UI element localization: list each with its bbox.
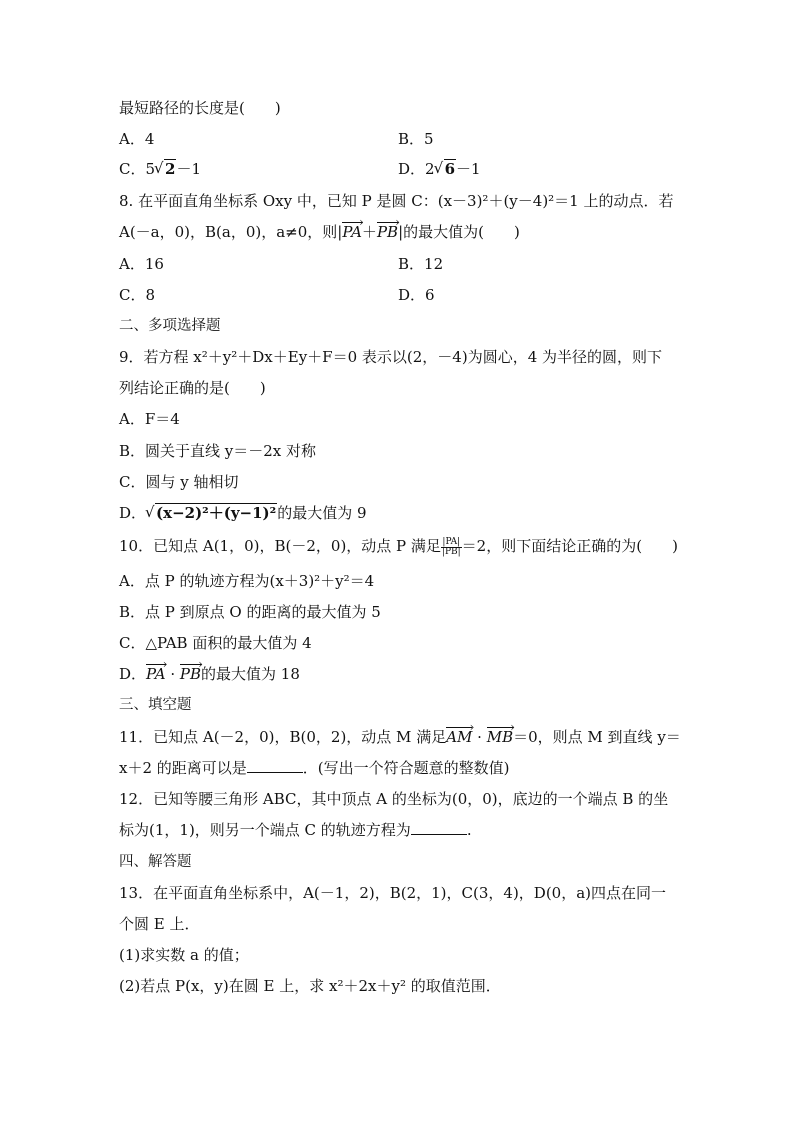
q9-stem-2: 列结论正确的是( ) <box>119 379 266 397</box>
q12-line2-suffix: . <box>466 821 472 839</box>
q8-option-a: A．16 <box>119 255 164 273</box>
q7d-sqrt <box>435 158 456 180</box>
q10-suffix: ＝2，则下面结论正确的为( ) <box>461 537 678 555</box>
q8-stem-2b: |的最大值为( ) <box>398 223 520 241</box>
q9d-prefix: D． <box>119 504 147 522</box>
q9d-radicand: (x−2)²＋(y−1)² <box>156 504 277 522</box>
q10-fraction <box>441 538 462 557</box>
q12-answer-blank <box>411 820 467 835</box>
q8-stem-2 <box>119 221 520 243</box>
vector-am: › AM <box>446 726 472 748</box>
q11-answer-blank <box>247 758 303 773</box>
q7-option-b: B．5 <box>398 130 434 148</box>
q7-option-a: A．4 <box>119 130 155 148</box>
vector-pb-2: › PB <box>180 663 201 685</box>
q11-suffix: ＝0，则点 M 到直线 y＝ <box>513 728 681 746</box>
q9-option-b: B．圆关于直线 y＝－2x 对称 <box>119 442 317 460</box>
q8-option-c: C．8 <box>119 286 156 304</box>
q9-option-d <box>119 502 367 524</box>
vector-mb: › MB <box>487 726 513 748</box>
q11-stem-1 <box>119 726 681 748</box>
vector-pa-2: › PA <box>146 663 166 685</box>
q9d-sqrt <box>146 502 277 524</box>
q13-stem-1: 13．在平面直角坐标系中，A(－1，2)，B(2，1)，C(3，4)，D(0，a)四点在同一 <box>119 884 667 902</box>
q10d-suffix: 的最大值为 18 <box>201 665 300 683</box>
q7-option-d <box>398 158 481 180</box>
q10d-dot: · <box>165 665 180 683</box>
q7d-suffix: －1 <box>456 160 481 178</box>
q10-denominator: |PB| <box>441 546 461 557</box>
q7c-prefix: C．5 <box>119 160 156 178</box>
q10-stem <box>119 535 678 557</box>
section-heading-multiple-choice: 二、多项选择题 <box>119 318 221 334</box>
q9-option-c: C．圆与 y 轴相切 <box>119 473 239 491</box>
q10-option-d <box>119 663 300 685</box>
q13-part-2: (2)若点 P(x，y)在圆 E 上，求 x²＋2x＋y² 的取值范围． <box>119 977 501 995</box>
q8-option-b: B．12 <box>398 255 444 273</box>
q10-prefix: 10．已知点 A(1，0)，B(－2，0)，动点 P 满足 <box>119 537 441 555</box>
q7-option-c <box>119 158 201 180</box>
q7-stem-end: 最短路径的长度是( ) <box>119 99 281 117</box>
q9-stem-1: 9．若方程 x²＋y²＋Dx＋Ey＋F＝0 表示以(2，－4)为圆心，4 为半径的圆，则下 <box>119 348 663 366</box>
q12-stem-2 <box>119 819 472 841</box>
section-heading-solutions: 四、解答题 <box>119 854 192 870</box>
q9d-suffix: 的最大值为 9 <box>277 504 367 522</box>
q10-option-a: A．点 P 的轨迹方程为(x＋3)²＋y²＝4 <box>119 572 375 590</box>
q8-stem-1: 8. 在平面直角坐标系 Oxy 中，已知 P 是圆 C：(x－3)²＋(y－4)²＝1 上的动点．若 <box>119 192 674 210</box>
q8-option-d: D．6 <box>398 286 435 304</box>
q7c-suffix: －1 <box>176 160 202 178</box>
q13-part-1: (1)求实数 a 的值； <box>119 946 249 964</box>
q11-stem-2 <box>119 757 510 779</box>
q11-prefix: 11．已知点 A(－2，0)，B(0，2)，动点 M 满足 <box>119 728 447 746</box>
q11-dot: · <box>472 728 487 746</box>
q10-numerator: |PA| <box>442 536 461 547</box>
vector-pb: › PB <box>377 221 398 243</box>
q7c-radicand: 2 <box>165 160 176 178</box>
q10-option-c: C．△PAB 面积的最大值为 4 <box>119 634 312 652</box>
q12-line2-prefix: 标为(1，1)，则另一个端点 C 的轨迹方程为 <box>119 821 411 839</box>
q11-line2-suffix: ．(写出一个符合题意的整数值) <box>302 759 510 777</box>
q12-stem-1: 12．已知等腰三角形 ABC，其中顶点 A 的坐标为(0，0)，底边的一个端点 B 的坐 <box>119 790 669 808</box>
q10d-prefix: D． <box>119 665 147 683</box>
q7d-prefix: D．2 <box>398 160 435 178</box>
q13-stem-2: 个圆 E 上． <box>119 915 200 933</box>
section-heading-fill-in: 三、填空题 <box>119 697 192 713</box>
vector-pa: › PA <box>342 221 362 243</box>
q8-plus: ＋ <box>361 223 377 241</box>
q7c-sqrt <box>155 158 176 180</box>
q9-option-a: A．F＝4 <box>119 410 180 428</box>
q11-line2-prefix: x＋2 的距离可以是 <box>119 759 247 777</box>
q10-option-b: B．点 P 到原点 O 的距离的最大值为 5 <box>119 603 381 621</box>
q8-stem-2a: A(－a，0)，B(a，0)，a≠0，则| <box>119 223 343 241</box>
q7d-radicand: 6 <box>444 160 456 178</box>
